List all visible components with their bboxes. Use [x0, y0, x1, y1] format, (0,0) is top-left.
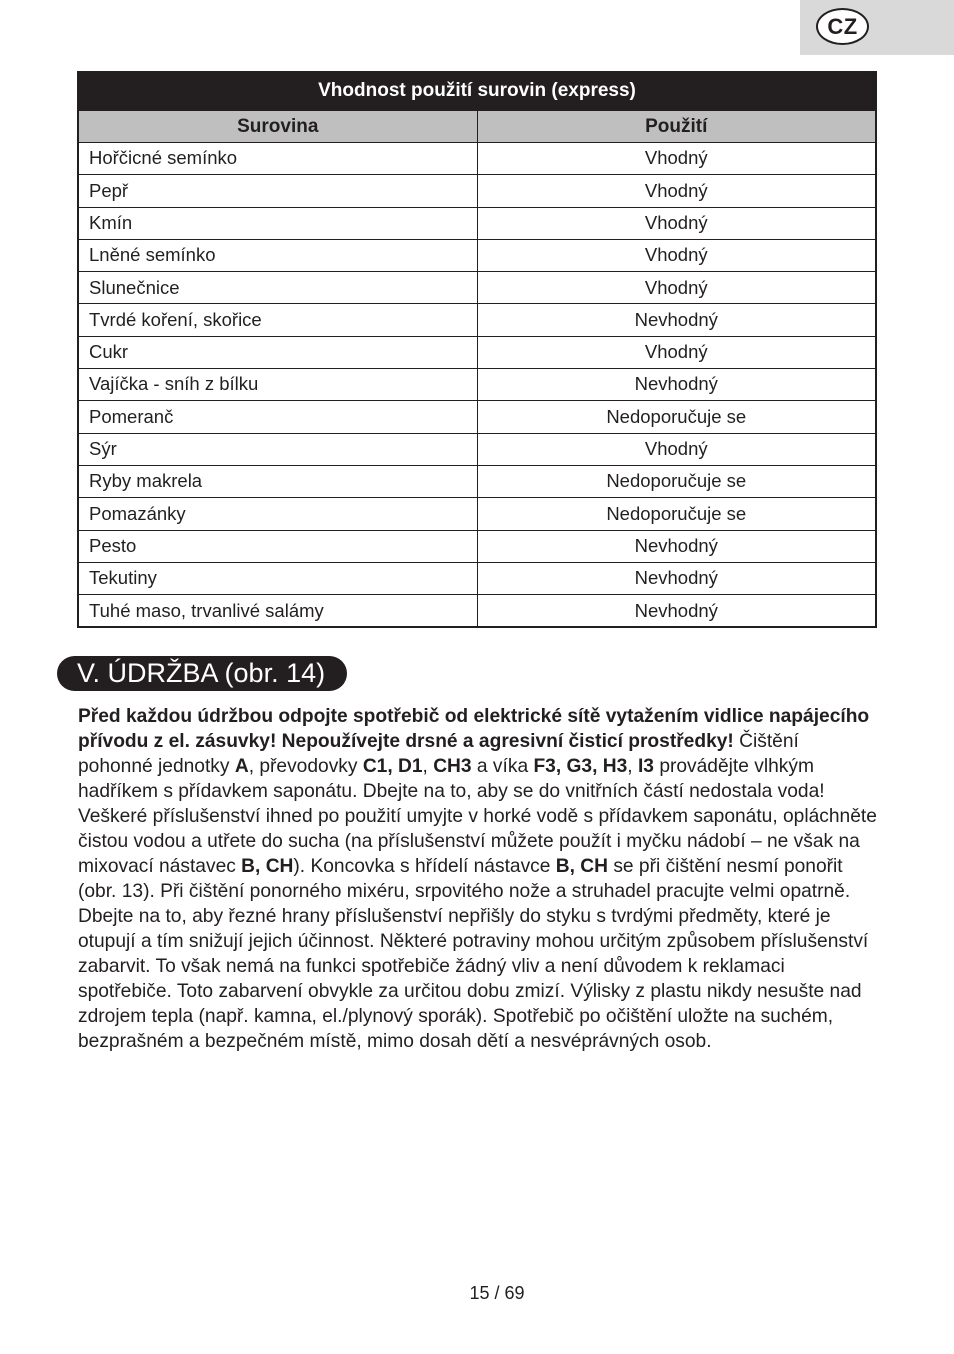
usage-cell: Nevhodný: [477, 530, 876, 562]
usage-cell: Nevhodný: [477, 562, 876, 594]
usage-cell: Nevhodný: [477, 369, 876, 401]
ingredient-cell: Ryby makrela: [78, 465, 477, 497]
usage-cell: Vhodný: [477, 143, 876, 175]
usage-cell: Vhodný: [477, 207, 876, 239]
ingredient-cell: Vajíčka - sníh z bílku: [78, 369, 477, 401]
usage-cell: Nedoporučuje se: [477, 498, 876, 530]
text-run: ). Koncovka s hřídelí nástavce: [293, 856, 556, 877]
ingredient-suitability-table: [77, 71, 877, 628]
text-run: ,: [422, 756, 434, 777]
ingredient-cell: Pepř: [78, 175, 477, 207]
bold-text-run: B, CH: [555, 856, 608, 877]
usage-cell: Nevhodný: [477, 595, 876, 628]
usage-cell: Nedoporučuje se: [477, 465, 876, 497]
ingredient-cell: Kmín: [78, 207, 477, 239]
table-row: [78, 304, 876, 336]
ingredient-cell: Sýr: [78, 433, 477, 465]
ingredient-cell: Lněné semínko: [78, 239, 477, 271]
table-row: [78, 143, 876, 175]
ingredient-cell: Tvrdé koření, skořice: [78, 304, 477, 336]
ingredient-cell: Tuhé maso, trvanlivé salámy: [78, 595, 477, 628]
text-run: a víka: [471, 756, 534, 777]
ingredient-cell: Slunečnice: [78, 272, 477, 304]
table-title: Vhodnost použití surovin (express): [78, 72, 876, 110]
bold-text-run: F3, G3, H3: [533, 756, 628, 777]
table-row: [78, 433, 876, 465]
table-row: [78, 562, 876, 594]
bold-text-run: B, CH: [241, 856, 294, 877]
column-header-usage: Použití: [477, 110, 876, 143]
usage-cell: Vhodný: [477, 433, 876, 465]
bold-text-run: CH3: [433, 756, 472, 777]
table-row: [78, 498, 876, 530]
page-number: 15 / 69: [469, 1283, 525, 1303]
section-heading: V. ÚDRŽBA (obr. 14): [57, 656, 347, 691]
table-row: [78, 272, 876, 304]
usage-cell: Nevhodný: [477, 304, 876, 336]
table-row: [78, 207, 876, 239]
ingredient-cell: Pesto: [78, 530, 477, 562]
table-row: [78, 175, 876, 207]
usage-cell: Nedoporučuje se: [477, 401, 876, 433]
table-row: [78, 336, 876, 368]
ingredient-cell: Pomeranč: [78, 401, 477, 433]
usage-cell: Vhodný: [477, 239, 876, 271]
bold-text-run: A: [234, 756, 249, 777]
text-run: se při čištění nesmí ponořit (obr. 13). Při čištění ponorného mixéru, srpovitého nože a struhadel pracujte velmi opatrně. Dbejte na to, aby řezné hrany příslušenství nepřišly do styku s tvrdými předměty, které je otupují a tím snižují jejich účinnost. Některé potraviny mohou určitým způsobem příslušenství zabarvit. To však nemá na funkci spotřebiče žádný vliv a není důvodem k reklamaci spotřebiče. Toto zabarvení obvykle za určitou dobu zmizí. Výlisky z plastu nikdy nesušte nad zdrojem tepla (např. kamna, el./plynový sporák). Spotřebič po očištění uložte na suchém, bezprašném a bezpečném místě, mimo dosah dětí a nesvéprávných osob.: [78, 856, 869, 1052]
ingredient-cell: Cukr: [78, 336, 477, 368]
ingredient-cell: Hořčicné semínko: [78, 143, 477, 175]
table-row: [78, 595, 876, 628]
bold-text-run: Před každou údržbou odpojte spotřebič od elektrické sítě vytažením vidlice napájecího přívodu z el. zásuvky! Nepoužívejte drsné a agresivní čisticí prostředky!: [78, 706, 870, 752]
ingredient-cell: Tekutiny: [78, 562, 477, 594]
text-run: Čištění pohonné jednotky: [78, 731, 799, 777]
column-header-ingredient: Surovina: [78, 110, 477, 143]
table-row: [78, 530, 876, 562]
bold-text-run: C1, D1: [362, 756, 423, 777]
text-run: , převodovky: [248, 756, 363, 777]
table-row: [78, 465, 876, 497]
ingredient-cell: Pomazánky: [78, 498, 477, 530]
table-row: [78, 401, 876, 433]
table-body: [78, 143, 876, 628]
language-badge: CZ: [816, 8, 869, 45]
bold-text-run: I3: [637, 756, 654, 777]
table-row: [78, 369, 876, 401]
maintenance-paragraph: [78, 704, 878, 1054]
usage-cell: Vhodný: [477, 175, 876, 207]
usage-cell: Vhodný: [477, 272, 876, 304]
text-run: ,: [627, 756, 638, 777]
table-row: [78, 239, 876, 271]
usage-cell: Vhodný: [477, 336, 876, 368]
text-run: provádějte vlhkým hadříkem s přídavkem saponátu. Dbejte na to, aby se do vnitřních částí nedostala voda! Veškeré příslušenství ihned po použití umyjte v horké vodě s přídavkem saponátu, opláchněte čistou vodou a utřete do sucha (na příslušenství můžete použít i myčku nádobí – ne však na mixovací nástavec: [78, 756, 877, 877]
